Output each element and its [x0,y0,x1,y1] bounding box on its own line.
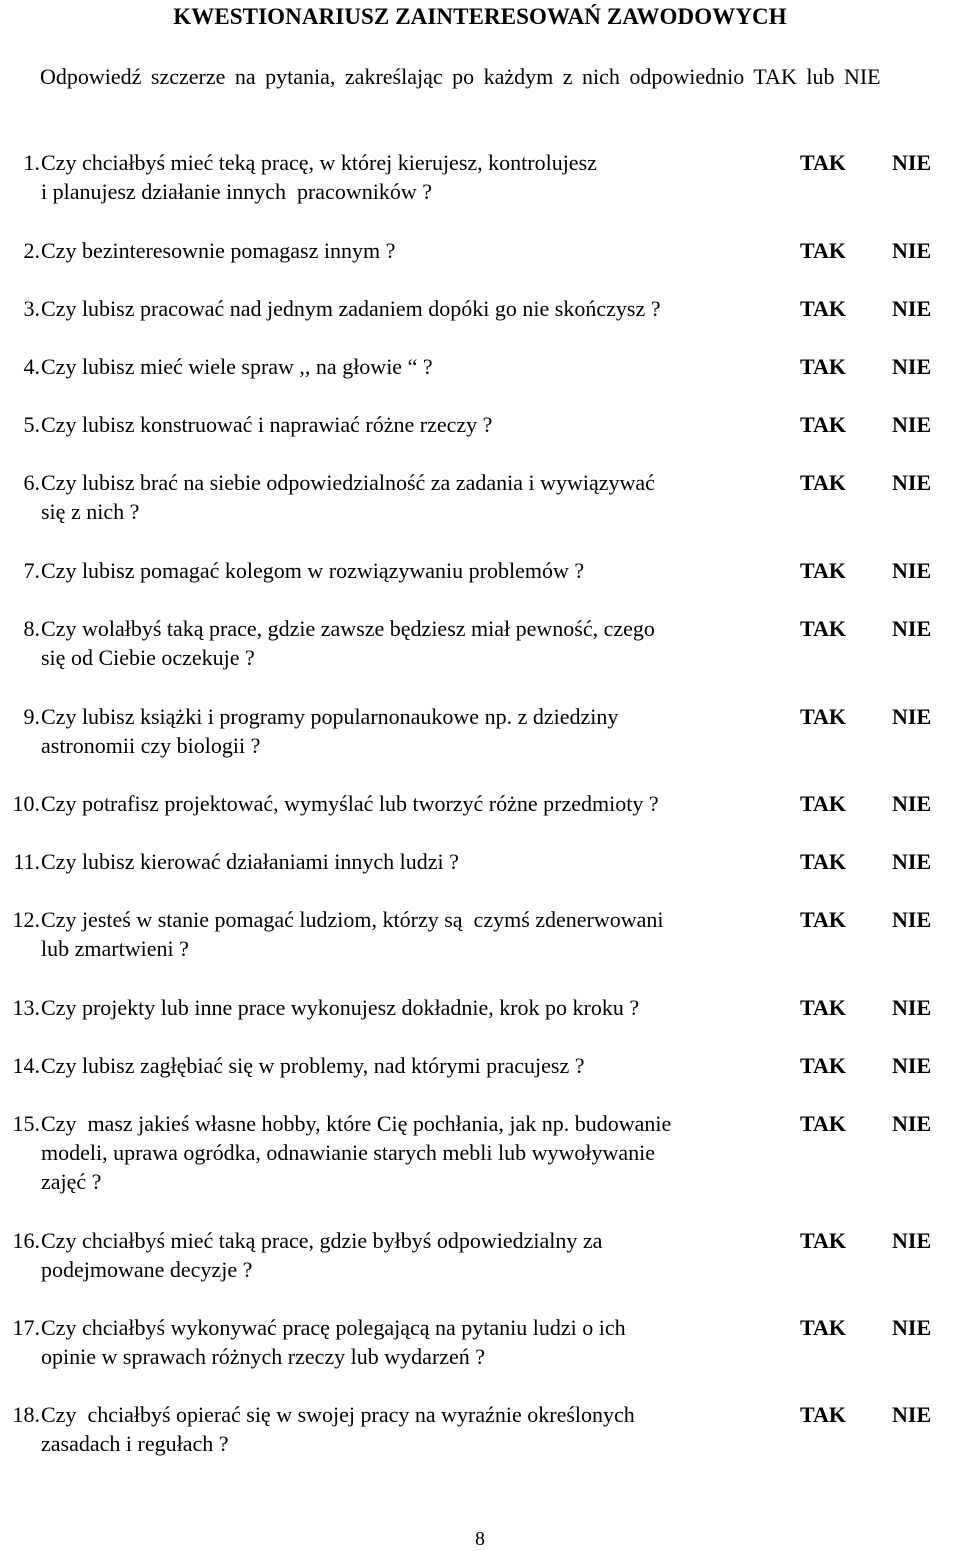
question-number: 13. [12,995,40,1020]
question-text-line: się od Ciebie oczekuje ? [41,645,255,670]
question-number: 2. [23,238,40,263]
answer-yes[interactable]: TAK [800,1053,847,1078]
question-number: 12. [12,907,40,932]
answer-yes[interactable]: TAK [800,238,847,263]
question-text [41,702,771,760]
question-text-line: Czy chciałbyś mieć taką prace, gdzie byłbyś odpowiedzialny za [41,1228,603,1253]
question-number: 4. [23,354,40,379]
question-text [41,236,771,265]
page-number: 8 [475,1528,485,1550]
question-text [41,1226,771,1284]
question-text [41,614,771,672]
question-text [41,294,771,323]
question-number: 14. [12,1053,40,1078]
answer-no[interactable]: NIE [892,558,932,583]
question-text-line: Czy lubisz pracować nad jednym zadaniem dopóki go nie skończysz ? [41,296,661,321]
answer-no[interactable]: NIE [892,150,932,175]
page-title: KWESTIONARIUSZ ZAINTERESOWAŃ ZAWODOWYCH [173,4,787,29]
question-number: 8. [23,616,40,641]
question-text-line: Czy chciałbyś mieć teką pracę, w której kierujesz, kontrolujesz [41,150,597,175]
question-number: 10. [12,791,40,816]
question-text-line: opinie w sprawach różnych rzeczy lub wydarzeń ? [41,1344,486,1369]
answer-no[interactable]: NIE [892,791,932,816]
question-text-line: lub zmartwieni ? [41,936,189,961]
question-text-line: zajęć ? [41,1169,102,1194]
answer-no[interactable]: NIE [892,704,932,729]
question-text [41,1313,771,1371]
question-text [41,1400,771,1458]
question-text-line: podejmowane decyzje ? [41,1257,253,1282]
question-text-line: astronomii czy biologii ? [41,733,261,758]
question-text-line: Czy lubisz zagłębiać się w problemy, nad którymi pracujesz ? [41,1053,585,1078]
answer-yes[interactable]: TAK [800,470,847,495]
question-text [41,905,771,963]
answer-no[interactable]: NIE [892,470,932,495]
question-text-line: zasadach i regułach ? [41,1431,229,1456]
question-text-line: Czy lubisz brać na siebie odpowiedzialność za zadania i wywiązywać [41,470,655,495]
question-text [41,468,771,526]
question-text [41,352,771,381]
question-text [41,410,771,439]
question-text [41,1051,771,1080]
question-text-line: Czy lubisz książki i programy popularnonaukowe np. z dziedziny [41,704,619,729]
answer-no[interactable]: NIE [892,907,932,932]
answer-no[interactable]: NIE [892,616,932,641]
question-text-line: Czy wolałbyś taką prace, gdzie zawsze będziesz miał pewność, czego [41,616,655,641]
question-number: 1. [23,150,40,175]
answer-no[interactable]: NIE [892,1053,932,1078]
question-number: 3. [23,296,40,321]
answer-yes[interactable]: TAK [800,995,847,1020]
question-text-line: się z nich ? [41,499,140,524]
question-number: 11. [13,849,40,874]
question-text-line: Czy bezinteresownie pomagasz innym ? [41,238,396,263]
answer-no[interactable]: NIE [892,1111,932,1136]
answer-no[interactable]: NIE [892,354,932,379]
answer-no[interactable]: NIE [892,238,932,263]
answer-no[interactable]: NIE [892,849,932,874]
question-text-line: Czy lubisz konstruować i naprawiać różne rzeczy ? [41,412,493,437]
question-text [41,556,771,585]
answer-yes[interactable]: TAK [800,704,847,729]
answer-no[interactable]: NIE [892,1402,932,1427]
question-text [41,1109,771,1196]
question-text-line: Czy lubisz kierować działaniami innych ludzi ? [41,849,459,874]
question-number: 6. [23,470,40,495]
question-text-line: i planujesz działanie innych pracowników ? [41,179,432,204]
answer-yes[interactable]: TAK [800,150,847,175]
question-text-line: Czy jesteś w stanie pomagać ludziom, którzy są czymś zdenerwowani [41,907,664,932]
answer-yes[interactable]: TAK [800,1315,847,1340]
answer-yes[interactable]: TAK [800,1111,847,1136]
answer-yes[interactable]: TAK [800,412,847,437]
question-text [41,993,771,1022]
answer-yes[interactable]: TAK [800,1402,847,1427]
answer-yes[interactable]: TAK [800,907,847,932]
answer-no[interactable]: NIE [892,1228,932,1253]
question-number: 7. [23,558,40,583]
question-text [41,847,771,876]
question-number: 17. [12,1315,40,1340]
answer-yes[interactable]: TAK [800,616,847,641]
question-text-line: modeli, uprawa ogródka, odnawianie starych mebli lub wywoływanie [41,1140,656,1165]
answer-no[interactable]: NIE [892,1315,932,1340]
question-text-line: Czy projekty lub inne prace wykonujesz dokładnie, krok po kroku ? [41,995,640,1020]
answer-yes[interactable]: TAK [800,558,847,583]
answer-yes[interactable]: TAK [800,849,847,874]
question-number: 9. [23,704,40,729]
question-number: 5. [23,412,40,437]
answer-no[interactable]: NIE [892,296,932,321]
answer-yes[interactable]: TAK [800,354,847,379]
question-number: 18. [12,1402,40,1427]
question-text-line: Czy chciałbyś wykonywać pracę polegającą na pytaniu ludzi o ich [41,1315,626,1340]
question-text-line: Czy masz jakieś własne hobby, które Cię pochłania, jak np. budowanie [41,1111,672,1136]
question-number: 15. [12,1111,40,1136]
answer-yes[interactable]: TAK [800,791,847,816]
question-text-line: Czy potrafisz projektować, wymyślać lub tworzyć różne przedmioty ? [41,791,659,816]
question-text-line: Czy chciałbyś opierać się w swojej pracy na wyraźnie określonych [41,1402,635,1427]
answer-no[interactable]: NIE [892,412,932,437]
question-number: 16. [12,1228,40,1253]
answer-no[interactable]: NIE [892,995,932,1020]
instructions: Odpowiedź szczerze na pytania, zakreślając po każdym z nich odpowiednio TAK lub NIE [40,64,881,89]
question-text-line: Czy lubisz pomagać kolegom w rozwiązywaniu problemów ? [41,558,585,583]
question-text [41,789,771,818]
question-text-line: Czy lubisz mieć wiele spraw ,, na głowie “ ? [41,354,433,379]
answer-yes[interactable]: TAK [800,296,847,321]
question-text [41,148,771,206]
answer-yes[interactable]: TAK [800,1228,847,1253]
